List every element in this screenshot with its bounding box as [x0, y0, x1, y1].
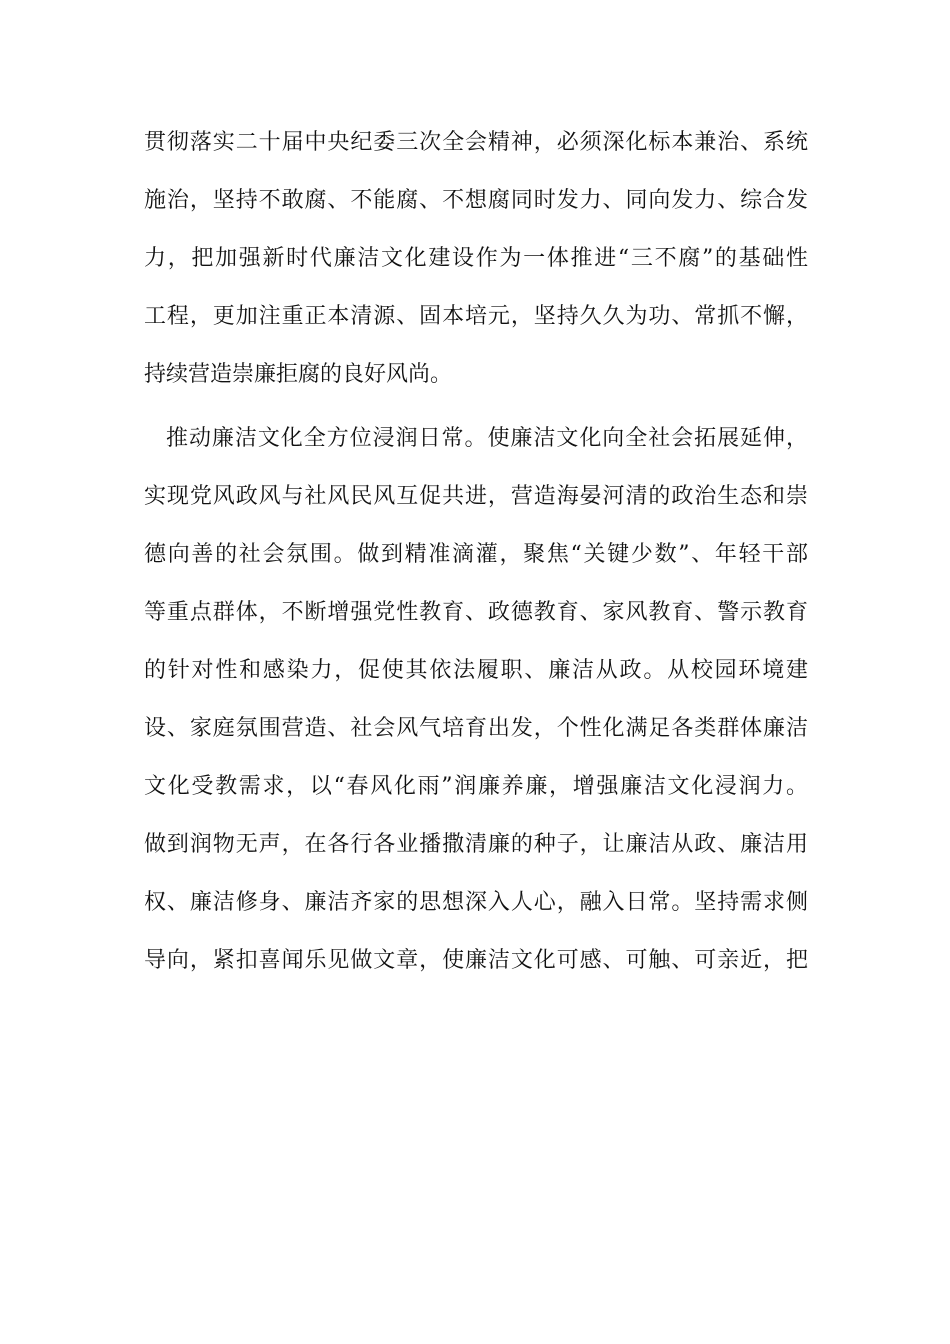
paragraph-2: [144, 410, 808, 990]
paragraph-line: 权、廉洁修身、廉洁齐家的思想深入人心，融入日常。坚持需求侧: [144, 890, 808, 915]
paragraph-line: 文化受教需求，以“春风化雨”润廉养廉，增强廉洁文化浸润力。: [144, 774, 808, 799]
paragraph-line: 导向，紧扣喜闻乐见做文章，使廉洁文化可感、可触、可亲近，把: [144, 948, 808, 973]
paragraph-line: 等重点群体，不断增强党性教育、政德教育、家风教育、警示教育: [144, 600, 808, 625]
paragraph-line: 持续营造崇廉拒腐的良好风尚。: [144, 362, 453, 387]
paragraph-1: [144, 114, 808, 404]
paragraph-line: 德向善的社会氛围。做到精准滴灌，聚焦“关键少数”、年轻干部: [144, 542, 808, 567]
paragraph-line: 的针对性和感染力，促使其依法履职、廉洁从政。从校园环境建: [144, 658, 808, 683]
paragraph-line: 施治，坚持不敢腐、不能腐、不想腐同时发力、同向发力、综合发: [144, 188, 808, 213]
paragraph-line: 工程，更加注重正本清源、固本培元，坚持久久为功、常抓不懈，: [144, 304, 808, 329]
paragraph-line: 贯彻落实二十届中央纪委三次全会精神，必须深化标本兼治、系统: [144, 130, 808, 155]
paragraph-line: 实现党风政风与社风民风互促共进，营造海晏河清的政治生态和崇: [144, 484, 808, 509]
paragraph-line: 推动廉洁文化全方位浸润日常。使廉洁文化向全社会拓展延伸，: [166, 426, 808, 451]
paragraph-line: 力，把加强新时代廉洁文化建设作为一体推进“三不腐”的基础性: [144, 246, 808, 271]
paragraph-line: 做到润物无声，在各行各业播撒清廉的种子，让廉洁从政、廉洁用: [144, 832, 808, 857]
document-body: [144, 114, 808, 990]
paragraph-line: 设、家庭氛围营造、社会风气培育出发，个性化满足各类群体廉洁: [144, 716, 808, 741]
